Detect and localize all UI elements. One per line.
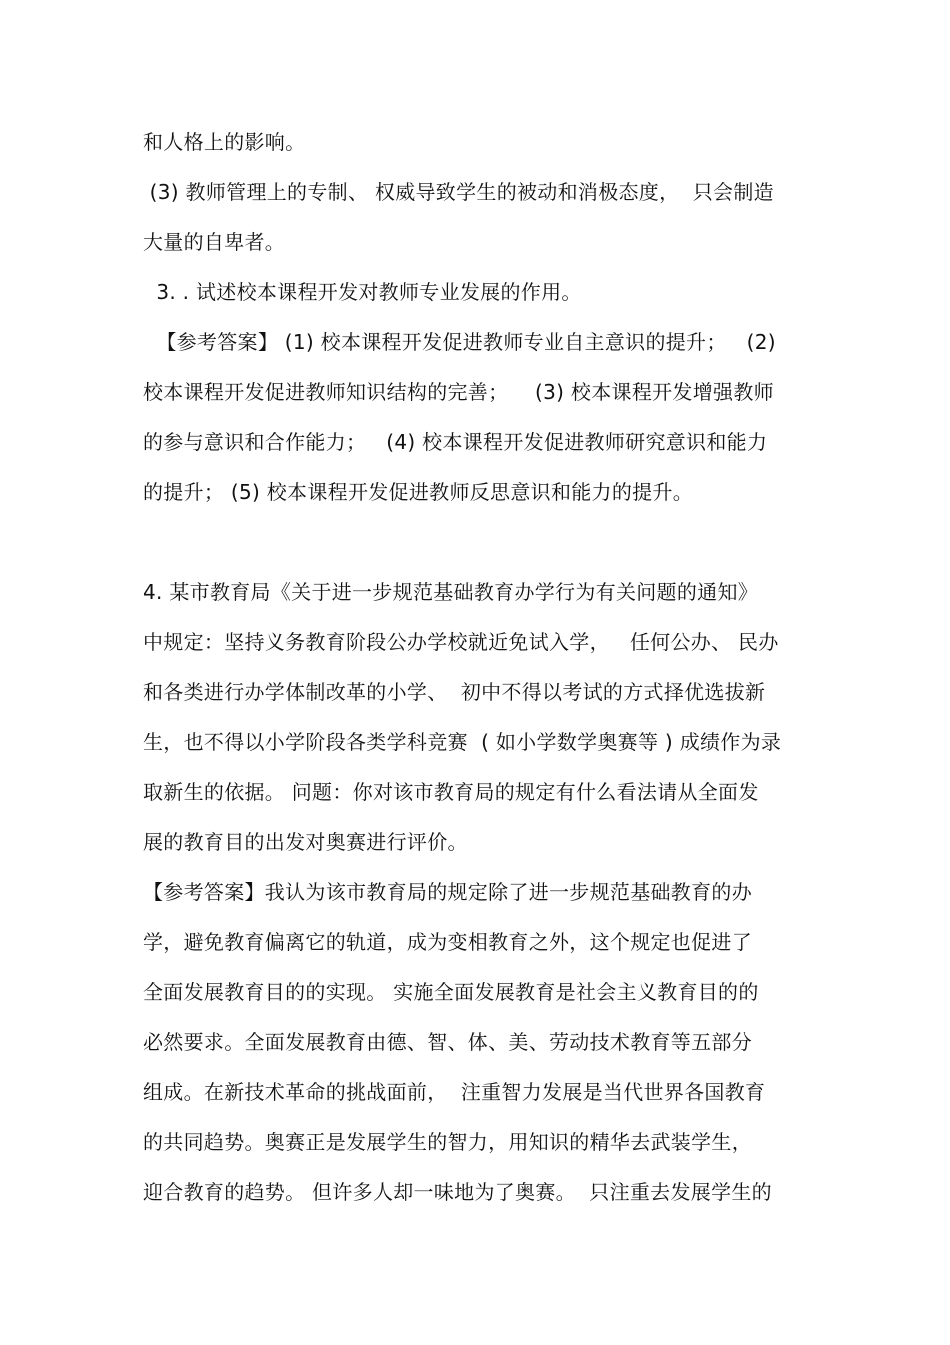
text-line: 【参考答案】 (1) 校本课程开发促进教师专业自主意识的提升； (2): [143, 330, 776, 354]
text-line: 取新生的依据。 问题：你对该市教育局的规定有什么看法请从全面发: [143, 780, 759, 804]
text-line: 【参考答案】我认为该市教育局的规定除了进一步规范基础教育的办: [143, 880, 752, 904]
text-line: 迎合教育的趋势。 但许多人却一味地为了奥赛。 只注重去发展学生的: [143, 1180, 772, 1204]
text-line: 学，避免教育偏离它的轨道，成为变相教育之外，这个规定也促进了: [143, 930, 752, 954]
text-line: 中规定：坚持义务教育阶段公办学校就近免试入学， 任何公办、 民办: [143, 630, 779, 654]
text-line: 生，也不得以小学阶段各类学科竞赛 ( 如小学数学奥赛等 ) 成绩作为录: [143, 730, 782, 754]
text-line: 4. 某市教育局《关于进一步规范基础教育办学行为有关问题的通知》: [143, 580, 759, 604]
text-line: 必然要求。全面发展教育由德、智、体、美、劳动技术教育等五部分: [143, 1030, 752, 1054]
text-line: 组成。在新技术革命的挑战面前， 注重智力发展是当代世界各国教育: [143, 1080, 766, 1104]
text-line: 全面发展教育目的的实现。 实施全面发展教育是社会主义教育目的的: [143, 980, 759, 1004]
text-line: (3) 教师管理上的专制、 权威导致学生的被动和消极态度， 只会制造: [143, 180, 774, 204]
text-line: 的参与意识和合作能力； (4) 校本课程开发促进教师研究意识和能力: [143, 430, 768, 454]
text-line: 的共同趋势。奥赛正是发展学生的智力，用知识的精华去武装学生，: [143, 1130, 752, 1154]
text-line: 3. . 试述校本课程开发对教师专业发展的作用。: [143, 280, 582, 304]
text-line: 和人格上的影响。: [143, 130, 306, 154]
text-line: 大量的自卑者。: [143, 230, 286, 254]
text-line: 的提升； (5) 校本课程开发促进教师反思意识和能力的提升。: [143, 480, 694, 504]
text-line: 和各类进行办学体制改革的小学、 初中不得以考试的方式择优选拔新: [143, 680, 766, 704]
text-line: 校本课程开发促进教师知识结构的完善； (3) 校本课程开发增强教师: [143, 380, 774, 404]
text-line: 展的教育目的出发对奥赛进行评价。: [143, 830, 468, 854]
